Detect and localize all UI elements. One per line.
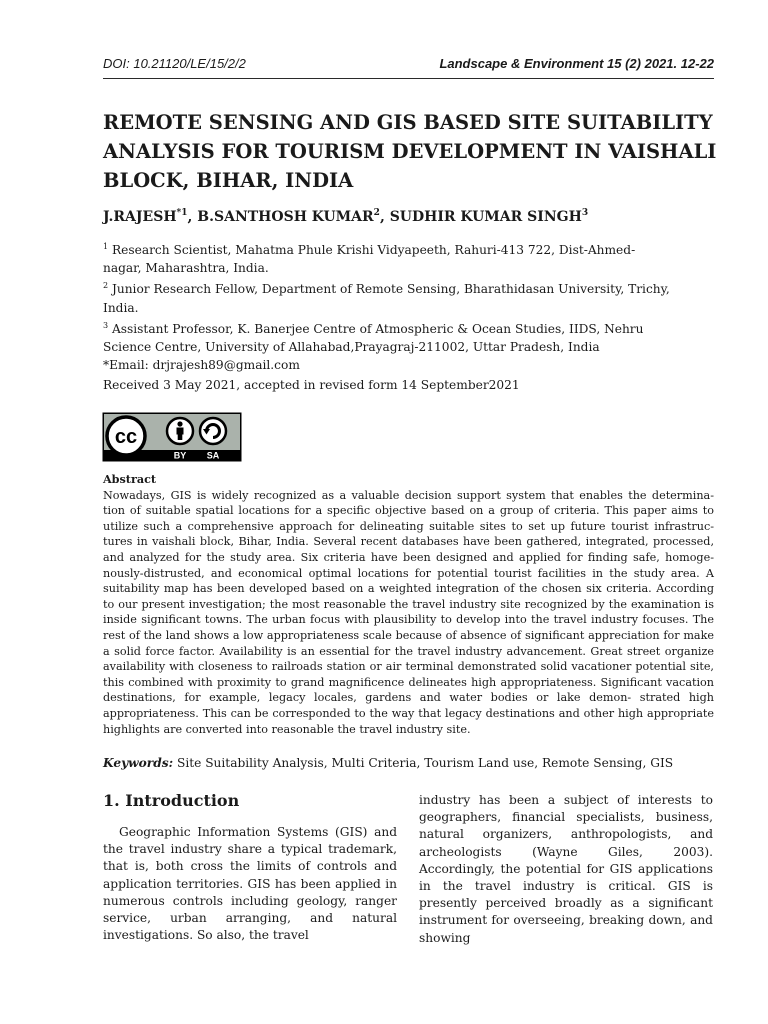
- affiliation-text: Assistant Professor, K. Banerjee Centre of Atmospheric & Ocean Studies, IIDS, Nehru Science Centre, University of Allahabad,Prayagraj-211002, Uttar Pradesh, India: [103, 321, 644, 355]
- abstract-body: Nowadays, GIS is widely recognized as a valuable decision support system that enables the determina- tion of suitable spatial locations for a specific objective based on a group of criteria. This paper aims to utilize such a comprehensive approach for delineating suitable sites to set up future tourist infrastruc- tures in vaishali block, Bihar, India. Several recent databases have been gathered, integrated, processed, and analyzed for the study area. Six criteria have been designed and applied for finding safe, homoge- nously-distrusted, and economical optimal locations for potential tourist facilities in the study area. A suitability map has been developed based on a weighted integration of the chosen six criteria. According to our present investigation; the most reasonable the travel industry site recognized by the examination is inside significant towns. The urban focus with plausibility to develop into the travel industry focuses. The rest of the land shows a low appropriateness scale because of absence of significant appreciation for make a solid force factor. Availability is an essential for the travel industry advancement. Great street organize availability with closeness to railroads station or air terminal demonstrated solid vacationer potential site, this combined with proximity to grand magnificence delineates high appropriateness. Significant vacation destinations, for example, legacy locales, gardens and water bodies or lake demon- strated high appropriateness. This can be corresponded to the way that legacy destinations and other high appropriate highlights are converted into reasonable the travel industry site.: [103, 488, 714, 736]
- by-label: BY: [173, 450, 187, 461]
- author-mark: 3: [581, 208, 589, 218]
- running-header: [103, 56, 714, 76]
- author-separator: ,: [379, 209, 390, 225]
- paper-title: REMOTE SENSING AND GIS BASED SITE SUITABILITY ANALYSIS FOR TOURISM DEVELOPMENT IN VAISHALI BLOCK, BIHAR, INDIA: [103, 111, 717, 192]
- introduction-heading: 1. Introduction: [103, 791, 240, 810]
- header-divider: [103, 78, 714, 79]
- abstract-section: [103, 472, 714, 737]
- sa-label: SA: [206, 450, 220, 461]
- affiliations: [103, 238, 673, 374]
- attribution-person-icon: [167, 418, 193, 444]
- affiliation-text: Junior Research Fellow, Department of Remote Sensing, Bharathidasan University, Trichy, India.: [103, 282, 670, 315]
- share-alike-icon: [200, 418, 226, 444]
- author-separator: ,: [187, 209, 198, 225]
- abstract-heading: Abstract: [103, 472, 157, 486]
- author-name: J.RAJESH: [103, 209, 177, 225]
- right-column: [419, 792, 713, 947]
- author-mark: 2: [373, 208, 380, 218]
- affiliation-number: 3: [103, 320, 109, 330]
- corresponding-email: *Email: drjrajesh89@gmail.com: [103, 358, 300, 373]
- author-list: [103, 203, 723, 227]
- cc-letters: cc: [114, 426, 138, 448]
- doi-label: DOI: 10.21120/LE/15/2/2: [103, 56, 246, 71]
- author-name: SUDHIR KUMAR SINGH: [389, 209, 582, 225]
- author-name: B.SANTHOSH KUMAR: [197, 209, 374, 225]
- introduction-paragraph-continued: industry has been a subject of interests to geographers, financial specialists, business, natural organizers, anthropologists, and archeologists (Wayne Giles, 2003). Accordingly, the potential for GIS applications in the travel industry is critical. GIS is presently perceived broadly as a significant instrument for overseeing, breaking down, and showing: [419, 793, 713, 945]
- affiliation-text: Research Scientist, Mahatma Phule Krishi Vidyapeeth, Rahuri-413 722, Dist-Ahmed- nagar, Maharashtra, India.: [103, 243, 636, 276]
- left-column: [103, 790, 397, 944]
- introduction-paragraph: Geographic Information Systems (GIS) and the travel industry share a typical trademark, that is, both cross the limits of controls and application territories. GIS has been applied in numerous controls including geology, ranger service, urban arranging, and natural investigations. So also, the travel: [103, 825, 397, 943]
- affiliation-number: 2: [103, 281, 109, 291]
- affiliation-item: [103, 317, 673, 356]
- received-dates: Received 3 May 2021, accepted in revised form 14 September2021: [103, 378, 520, 392]
- cc-by-sa-license-badge[interactable]: [102, 412, 242, 462]
- affiliation-item: [103, 277, 673, 316]
- affiliation-number: 1: [103, 242, 109, 251]
- keywords-label: Keywords:: [103, 756, 174, 770]
- badge-bottom-band: [147, 450, 240, 460]
- keywords-text: Site Suitability Analysis, Multi Criteria, Tourism Land use, Remote Sensing, GIS: [173, 756, 674, 770]
- keywords-line: [103, 754, 714, 772]
- author-mark: *1: [176, 208, 188, 218]
- affiliation-item: [103, 238, 673, 277]
- journal-citation: Landscape & Environment 15 (2) 2021. 12-22: [439, 56, 714, 71]
